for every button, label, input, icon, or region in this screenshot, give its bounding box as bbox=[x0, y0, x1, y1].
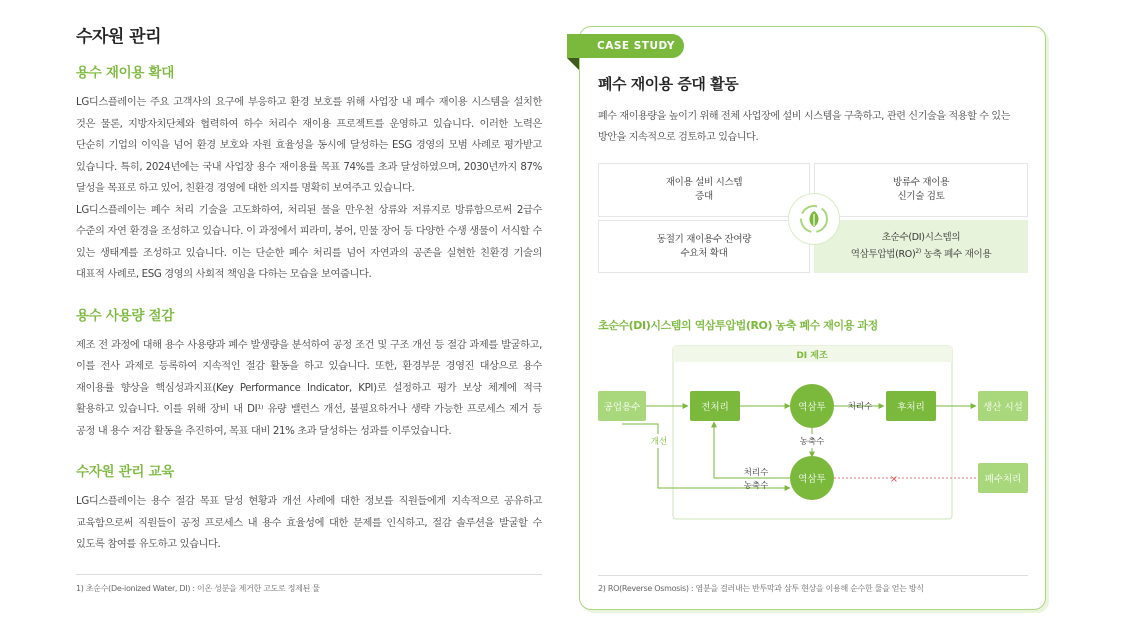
section-paragraph: 제조 전 과정에 대해 용수 사용량과 폐수 발생량을 분석하여 공정 조건 및 구조 개선 등 절감 과제를 발굴하고, 이를 전사 과제로 등록하여 지속적인 절감 활동을 하고 있습니다. 또한, 환경부문 경영진 대상으로 용수 재이용률 향상을 핵심성과지표(Key Performance Indicator, KPI)로 설정하고 평가 보상 체계에 적극 활용하고 있습니다. 이를 위해 장비 내 DI¹⁾ 유량 밸런스 개선, 불필요하거나 생략 가능한 프로세스 제거 등 공정 내 용수 저감 활동을 추진하여, 목표 대비 21% 초과 달성하는 성과를 이루었습니다. bbox=[76, 339, 542, 437]
node-label: 후처리 bbox=[897, 402, 925, 413]
grid-box-text: 방류수 재이용 bbox=[893, 177, 949, 188]
label-treated-water-bottom: 처리수 bbox=[743, 468, 769, 478]
grid-box-text: 수요처 확대 bbox=[680, 247, 728, 259]
di-group-label: DI 제조 bbox=[796, 351, 828, 361]
grid-box-text: 초순수(DI)시스템의 bbox=[881, 231, 961, 243]
footnote-marker: 2) bbox=[915, 247, 921, 255]
node-label: 생산 시설 bbox=[983, 402, 1023, 413]
case-study-title: 폐수 재이용 증대 활동 bbox=[598, 75, 739, 93]
section-title-education: 수자원 관리 교육 bbox=[76, 464, 174, 480]
label-improve: 개선 bbox=[650, 437, 668, 447]
section-paragraph: LG디스플레이는 주요 고객사의 요구에 부응하고 환경 보호를 위해 사업장 내 폐수 재이용 시스템을 설치한 것은 물론, 지방자치단체와 협력하여 하수 처리수 재이용 프로젝트를 운영하고 있습니다. 이러한 노력은 단순히 기업의 이익을 넘어 환경 보호와 자원 효율성을 동시에 달성하는 ESG 경영의 모범 사례로 평가받고 있습니다. 특히, 2024년에는 국내 사업장 용수 재이용률 목표 74%를 초과 달성하였으며, 2030년까지 87% 달성을 목표로 하고 있어, 친환경 경영에 대한 의지를 명확히 보여주고 있습니다. bbox=[76, 97, 542, 194]
section-title-reduction: 용수 사용량 절감 bbox=[76, 307, 174, 324]
cross-mark: × bbox=[889, 474, 899, 485]
page-title: 수자원 관리 bbox=[76, 27, 162, 47]
grid-box-text: 동절기 재이용수 잔여량 bbox=[656, 233, 752, 245]
section-title-reuse: 용수 재이용 확대 bbox=[76, 65, 174, 81]
grid-box-text: 역삼투압법(RO) bbox=[850, 249, 916, 261]
node-label: 공업용수 bbox=[603, 402, 641, 413]
case-study-badge: CASE STUDY bbox=[567, 34, 684, 58]
footnote-right: 2) RO(Reverse Osmosis) : 염분을 걸러내는 반투막과 삼투 현상을 이용해 순수한 물을 얻는 방식 bbox=[598, 575, 1028, 594]
node-label: 역삼투 bbox=[798, 402, 826, 413]
grid-box-text: 농축 폐수 재이용 bbox=[920, 249, 992, 261]
grid-box-text: 신기술 검토 bbox=[897, 191, 945, 202]
footnote-left: 1) 초순수(De-ionized Water, DI) : 이온 성분을 제거한 고도로 정제된 물 bbox=[76, 574, 542, 594]
section-paragraph: LG디스플레이는 용수 절감 목표 달성 현황과 개선 사례에 대한 정보를 직원들에게 지속적으로 공유하고 교육함으로써 직원들이 공정 프로세스 내 용수 효율성에 대한 문제를 인식하고, 절감 솔루션을 발굴할 수 있도록 참여를 유도하고 있습니다. bbox=[76, 496, 542, 550]
grid-box-text: 증대 bbox=[695, 191, 713, 202]
node-label: 폐수처리 bbox=[984, 474, 1022, 485]
label-concentrate: 농축수 bbox=[799, 437, 825, 447]
label-treated-water: 처리수 bbox=[847, 402, 873, 412]
diagram-title: 초순수(DI)시스템의 역삼투압법(RO) 농축 폐수 재이용 과정 bbox=[598, 319, 878, 332]
node-label: 역삼투 bbox=[798, 474, 826, 485]
node-label: 전처리 bbox=[701, 402, 729, 413]
case-study-description: 폐수 재이용량을 높이기 위해 전체 사업장에 설비 시스템을 구축하고, 관련 신기술을 적용할 수 있는 방안을 지속적으로 검토하고 있습니다. bbox=[598, 111, 1011, 143]
label-concentrate-bottom: 농축수 bbox=[743, 481, 769, 491]
section-paragraph: LG디스플레이는 폐수 처리 기술을 고도화하여, 처리된 물을 만우천 상류와 저류지로 방류함으로써 2급수 수준의 자연 환경을 조성하고 있습니다. 이 과정에서 피라미, 붕어, 민물 장어 등 다양한 수생 생물이 서식할 수 있는 생태계를 조성하고 있습니다. 이는 단순한 폐수 처리를 넘어 자연과의 공존을 실현한 친환경 기술의 대표적 사례로, ESG 경영의 사회적 책임을 다하는 모습을 보여줍니다. bbox=[76, 204, 542, 280]
grid-box-text: 재이용 설비 시스템 bbox=[665, 177, 743, 188]
